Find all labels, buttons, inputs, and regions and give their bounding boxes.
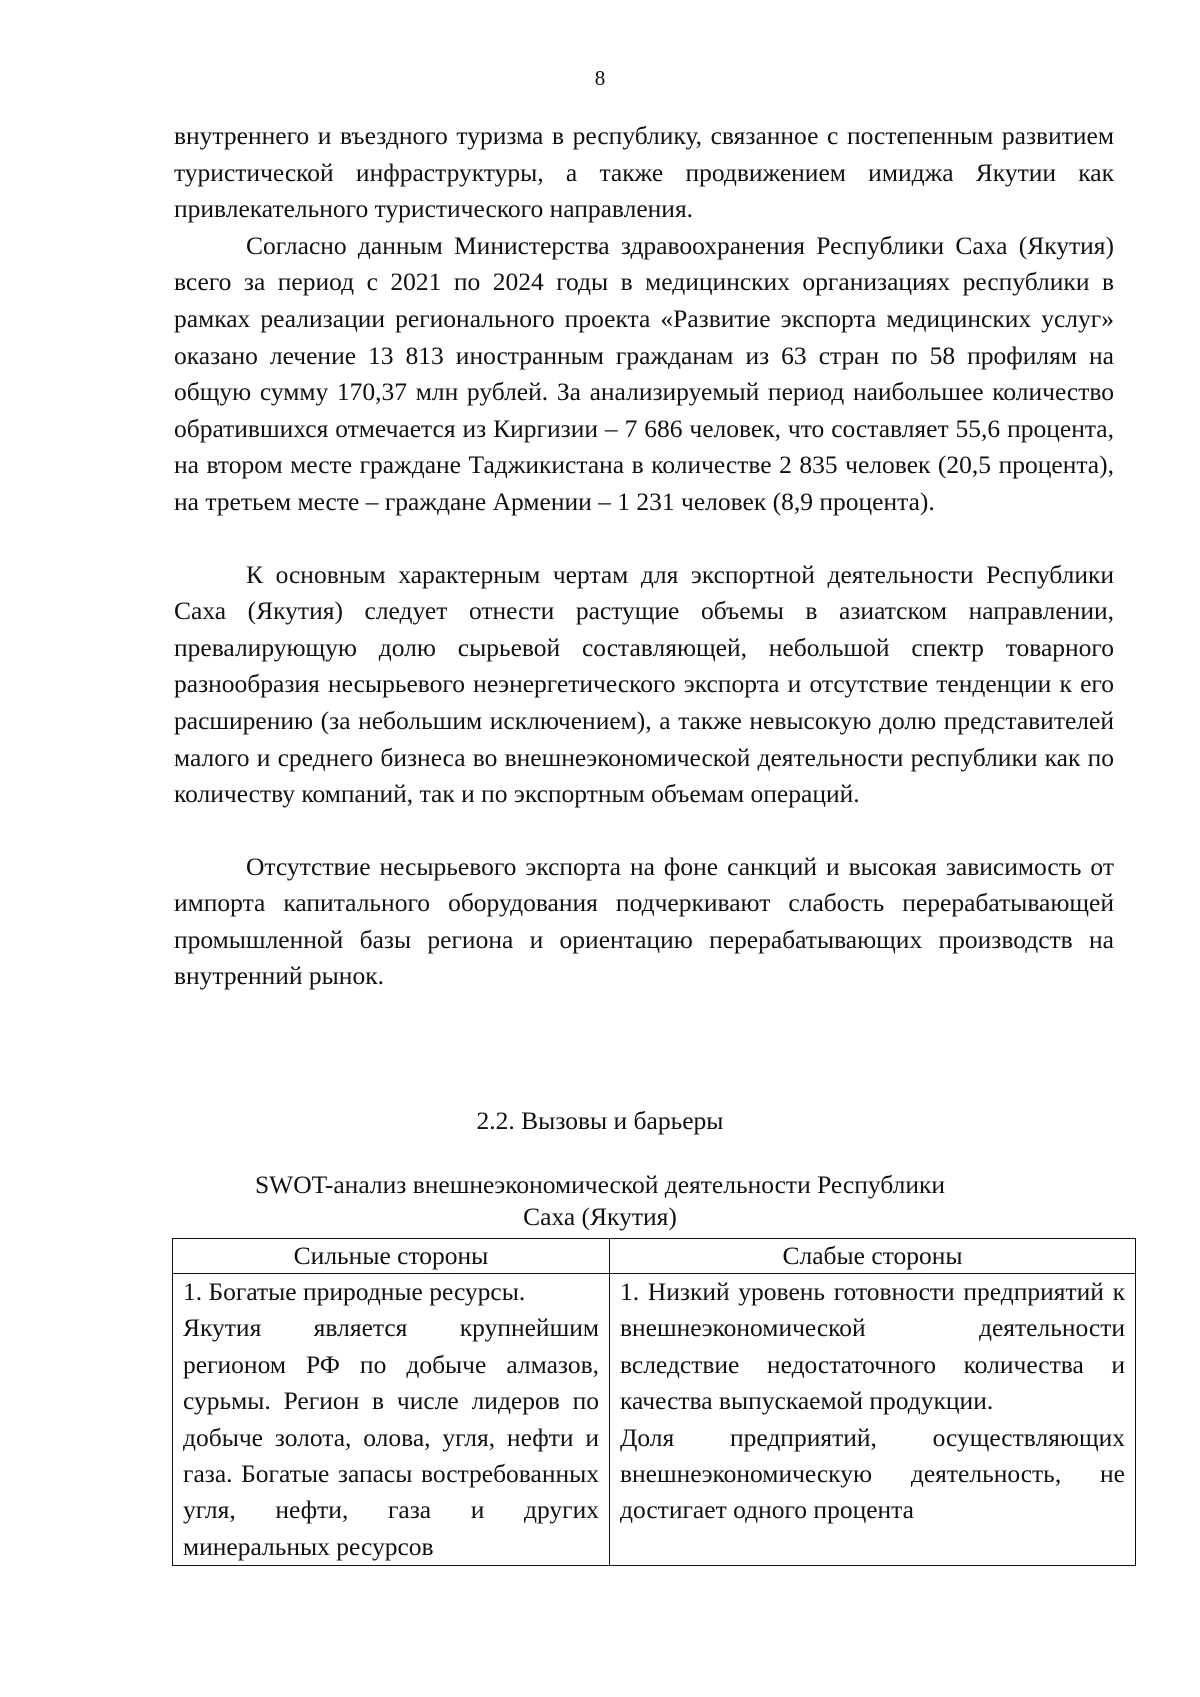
header-weaknesses: Слабые стороны [610,1239,1136,1274]
section-heading: 2.2. Вызовы и барьеры [476,1106,724,1135]
weaknesses-text: Доля предприятий, осуществляющих внешнеэкономическую деятельность, не достигает одного процента [620,1422,1125,1525]
body-text [174,118,1114,995]
table-title-line-2: Саха (Якутия) [523,1202,677,1231]
strengths-title: 1. Богатые природные ресурсы. [183,1277,526,1306]
paragraph-non-resource-export: Отсутствие несырьевого экспорта на фоне санкций и высокая зависимость от импорта капитального оборудования подчеркивают слабость перерабатывающей промышленной базы региона и ориентацию перерабатывающих производств на внутренний рынок. [174,851,1114,991]
weaknesses-title: 1. Низкий уровень готовности предприятий к внешнеэкономической деятельности вследствие недостаточного количества и качества выпускаемой продукции. [620,1277,1125,1416]
paragraph-tourism: внутреннего и въездного туризма в республику, связанное с постепенным развитием туристической инфраструктуры, а также продвижением имиджа Якутии как привлекательного туристического направления. [174,121,1114,224]
page-number: 8 [594,66,606,90]
swot-table [172,1238,1136,1566]
weaknesses-cell [610,1274,1136,1566]
strengths-text: Якутия является крупнейшим регионом РФ по добыче алмазов, сурьмы. Регион в числе лидеров по добыче золота, олова, угля, нефти и газа. Богатые запасы востребованных угля, нефти, газа и других минеральных ресурсов [183,1313,599,1561]
table-title [0,1169,1200,1233]
table-title-line-1: SWOT-анализ внешнеэкономической деятельности Республики [254,1170,946,1199]
swot-body-row [173,1274,1136,1566]
paragraph-export-features: К основным характерным чертам для экспортной деятельности Республики Саха (Якутия) следует отнести растущие объемы в азиатском направлении, превалирующую долю сырьевой составляющей, небольшой спектр товарного разнообразия несырьевого неэнергетического экспорта и отсутствие тенденции к его расширению (за небольшим исключением), а также невысокую долю представителей малого и среднего бизнеса во внешнеэкономической деятельности республики как по количеству компаний, так и по экспортным объемам операций. [174,559,1114,809]
paragraph-medical-export: Согласно данным Министерства здравоохранения Республики Саха (Якутия) всего за период с 2021 по 2024 годы в медицинских организациях республики в рамках реализации регионального проекта «Развитие экспорта медицинских услуг» оказано лечение 13 813 иностранным гражданам из 63 стран по 58 профилям на общую сумму 170,37 млн рублей. За анализируемый период наибольшее количество обратившихся отмечается из Киргизии – 7 686 человек, что составляет 55,6 процента, на втором месте граждане Таджикистана в количестве 2 835 человек (20,5 процента), на третьем месте – граждане Армении – 1 231 человек (8,9 процента). [174,230,1114,516]
header-strengths: Сильные стороны [173,1239,610,1274]
swot-header-row [173,1239,1136,1274]
strengths-cell [173,1274,610,1566]
